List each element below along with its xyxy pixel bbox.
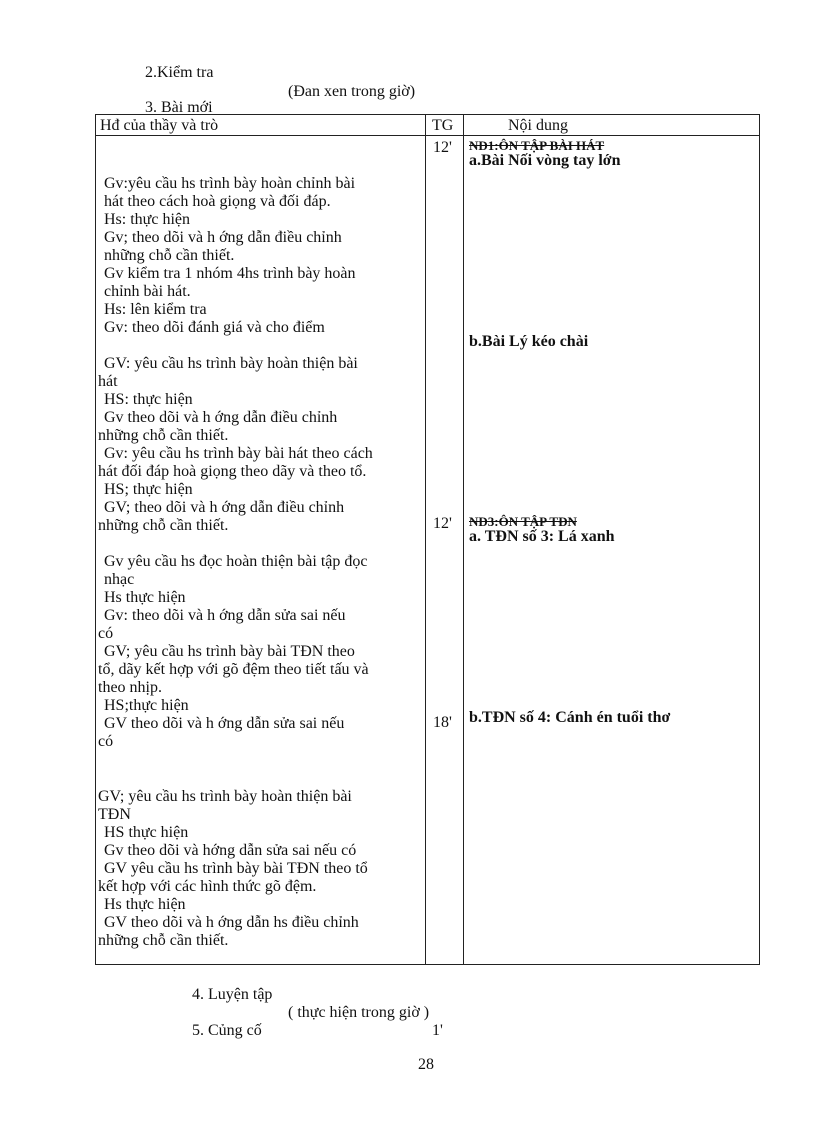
activity-line: có <box>98 625 114 642</box>
header-time: TG <box>432 117 454 134</box>
activity-line: những chỗ cần thiết. <box>98 517 229 534</box>
check-note: (Đan xen trong giờ) <box>288 83 416 100</box>
activity-line: những chỗ cần thiết. <box>98 427 229 444</box>
activity-line: GV theo dõi và h ớng dẫn sửa sai nếu <box>104 715 345 732</box>
column-divider <box>425 115 426 964</box>
content-item: b.TĐN số 4: Cánh én tuổi thơ <box>469 709 671 726</box>
activity-line: hát đối đáp hoà giọng theo dãy và theo tổ. <box>98 463 367 480</box>
time-cell: 18' <box>433 714 452 731</box>
header-content: Nội dung <box>508 117 568 134</box>
activity-line: theo nhịp. <box>98 679 162 696</box>
activity-line: Gv theo dõi và hớng dẫn sửa sai nếu có <box>104 842 357 859</box>
activity-line: hát <box>98 373 118 390</box>
activity-line: có <box>98 733 114 750</box>
content-section-title: ND3:ÔN TẬP TĐN <box>469 514 577 529</box>
activity-line: GV yêu cầu hs trình bày bài TĐN theo tổ <box>104 860 368 877</box>
activity-line: Hs: lên kiểm tra <box>104 301 207 318</box>
lesson-table <box>95 114 760 965</box>
activity-line: những chỗ cần thiết. <box>98 932 229 949</box>
activity-line: GV theo dõi và h ớng dẫn hs điều chỉnh <box>104 914 359 931</box>
activity-line: Hs thực hiện <box>104 589 186 606</box>
activity-line: hát theo cách hoà giọng và đối đáp. <box>104 193 331 210</box>
activity-line: HS thực hiện <box>104 824 189 841</box>
activity-line: HS;thực hiện <box>104 697 189 714</box>
activity-line: Gv; theo dõi và h ớng dẫn điều chỉnh <box>104 229 342 246</box>
activity-line: Gv:yêu cầu hs trình bày hoàn chỉnh bài <box>104 175 356 192</box>
activity-line: nhạc <box>104 571 135 588</box>
activity-line: GV; yêu cầu hs trình bày hoàn thiện bài <box>98 788 352 805</box>
activity-line: Gv yêu cầu hs đọc hoàn thiện bài tập đọc <box>104 553 368 570</box>
activity-line: Gv: yêu cầu hs trình bày bài hát theo cách <box>104 445 373 462</box>
activity-line: Hs thực hiện <box>104 896 186 913</box>
consolidate-time: 1' <box>432 1022 443 1039</box>
activity-line: GV; yêu cầu hs trình bày bài TĐN theo <box>104 643 355 660</box>
header-activities: Hđ của thầy và trò <box>100 117 219 134</box>
content-item: b.Bài Lý kéo chài <box>469 333 589 350</box>
activity-line: Gv theo dõi và h ớng dẫn điều chỉnh <box>104 409 338 426</box>
page-number: 28 <box>418 1056 434 1073</box>
activity-line: tổ, dãy kết hợp với gõ đệm theo tiết tấu và <box>98 661 369 678</box>
practice-heading: 4. Luyện tập <box>192 986 273 1003</box>
consolidate-heading: 5. Củng cố <box>192 1022 262 1039</box>
column-divider <box>463 115 464 964</box>
new-lesson-heading: 3. Bài mới <box>145 99 213 116</box>
content-section-title: ND1:ÔN TẬP BÀI HÁT <box>469 138 605 153</box>
activity-line: những chỗ cần thiết. <box>104 247 235 264</box>
time-cell: 12' <box>433 139 452 156</box>
check-heading: 2.Kiểm tra <box>145 64 214 81</box>
activity-line: TĐN <box>98 806 131 823</box>
practice-note: ( thực hiện trong giờ ) <box>288 1004 430 1021</box>
activity-line: kết hợp với các hình thức gõ đệm. <box>98 878 317 895</box>
activity-line: GV: yêu cầu hs trình bày hoàn thiện bài <box>104 355 358 372</box>
activity-line: Hs: thực hiện <box>104 211 190 228</box>
activity-line: Gv: theo dõi và h ớng dẫn sửa sai nếu <box>104 607 346 624</box>
activity-line: GV; theo dõi và h ớng dẫn điều chỉnh <box>104 499 345 516</box>
activity-line: Gv: theo dõi đánh giá và cho điểm <box>104 319 325 336</box>
content-item: a. TĐN số 3: Lá xanh <box>469 528 615 545</box>
activity-line: HS: thực hiện <box>104 391 193 408</box>
activity-line: chỉnh bài hát. <box>104 283 191 300</box>
header-divider <box>96 135 759 136</box>
activity-line: Gv kiểm tra 1 nhóm 4hs trình bày hoàn <box>104 265 356 282</box>
activity-line: HS; thực hiện <box>104 481 193 498</box>
time-cell: 12' <box>433 515 452 532</box>
content-item: a.Bài Nối vòng tay lớn <box>469 152 621 169</box>
